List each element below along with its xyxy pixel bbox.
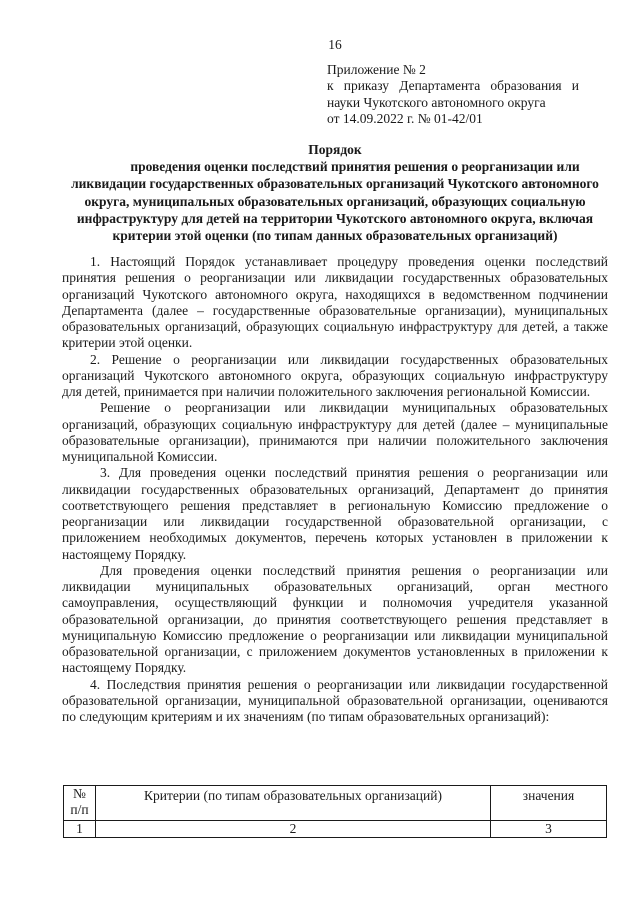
header-number-abbr: п/п — [70, 801, 89, 817]
table-cell: 2 — [96, 821, 491, 838]
paragraph-6 — [62, 677, 608, 726]
paragraph-1 — [62, 254, 608, 352]
header-values-cell: значения — [491, 786, 607, 821]
paragraph-3 — [62, 400, 608, 465]
appendix-block — [327, 62, 579, 127]
paragraph-line: 4. Последствия принятия решения о реорганизации или ликвидации государственной — [90, 676, 608, 692]
paragraph-line: реорганизации или ликвидации государственной образовательной организации, с — [62, 514, 608, 529]
paragraph-line: настоящему Порядку. — [62, 660, 187, 676]
paragraph-line: по следующим критериям и их значениям (по типам образовательных организаций): — [62, 709, 550, 724]
paragraph-line: организаций, образующих социальную инфраструктуру для детей (далее – муниципальные — [62, 416, 608, 432]
document-body — [62, 254, 608, 725]
paragraph-line: Решение о реорганизации или ликвидации муниципальных образовательных — [100, 400, 608, 416]
paragraph-4 — [62, 465, 608, 563]
appendix-date-line: от 14.09.2022 г. № 01-42/01 — [327, 110, 483, 126]
heading-line: критерии этой оценки (по типам данных образовательных организаций) — [112, 228, 558, 244]
paragraph-line: настоящему Порядку. — [62, 546, 187, 562]
paragraph-line: организаций Чукотского автономного округа, образующих социальную инфраструктуру — [62, 367, 608, 383]
paragraph-line: ликвидации муниципальных образовательных организаций, орган местного — [62, 579, 608, 594]
paragraph-line: Для проведения оценки последствий принятия решения о реорганизации или — [100, 562, 608, 578]
paragraph-line: самоуправления, осуществляющий функции и полномочия учредителя указанной — [62, 595, 608, 611]
paragraph-line: образовательной организации, муниципальной образовательной организации, оцениваются — [62, 692, 608, 708]
appendix-title: Приложение № 2 — [327, 62, 426, 77]
paragraph-5 — [62, 563, 608, 677]
paragraph-line: 2. Решение о реорганизации или ликвидации государственных образовательных — [90, 351, 608, 367]
paragraph-line: соответствующего решения представляет в региональную Комиссию предложение о — [62, 497, 608, 513]
paragraph-line: образовательной организации, с приложением документов установленных в приложении к — [62, 644, 608, 659]
paragraph-line: принятия решения о реорганизации или ликвидации государственных образовательных — [62, 270, 608, 286]
header-criteria-cell: Критерии (по типам образовательных организаций) — [96, 786, 491, 821]
paragraph-2 — [62, 352, 608, 401]
paragraph-line: 3. Для проведения оценки последствий принятия решения о реорганизации или — [100, 465, 608, 481]
paragraph-line: образовательные организации), принимаются при наличии положительного заключения — [62, 432, 608, 448]
paragraph-line: 1. Настоящий Порядок устанавливает процедуру проведения оценки последствий — [90, 254, 608, 269]
heading-line: ликвидации государственных образовательных организаций Чукотского автономного — [71, 176, 599, 192]
appendix-order-line: науки Чукотского автономного округа — [327, 94, 546, 110]
paragraph-line: Департамента (далее – государственные образовательные организации), муниципальных — [62, 302, 608, 318]
heading-line: округа, муниципальных образовательных организаций, образующих социальную — [84, 193, 586, 209]
table-cell: 1 — [64, 821, 96, 838]
paragraph-line: критерии этой оценки. — [62, 335, 193, 351]
paragraph-line: приложением необходимых документов, перечень которых установлен в приложении к — [62, 530, 608, 546]
header-number-cell — [64, 786, 96, 821]
paragraph-line: муниципальную Комиссию предложение о реорганизации или ликвидации муниципальной — [62, 627, 608, 643]
page-number: 16 — [328, 37, 342, 52]
table-header-row — [64, 786, 607, 821]
header-number-sign: № — [73, 786, 86, 801]
appendix-order-line: к приказу Департамента образования и — [327, 78, 579, 94]
heading-line: проведения оценки последствий принятия решения о реорганизации или — [130, 159, 580, 175]
paragraph-line: ликвидации государственных образовательных организаций, Департамент до принятия — [62, 481, 608, 497]
paragraph-line: образовательных организаций, образующих социальную инфраструктуру для детей, а также — [62, 319, 608, 334]
table-cell: 3 — [491, 821, 607, 838]
table-row — [64, 821, 607, 838]
paragraph-line: организаций Чукотского автономного округа, находящихся в ведомственном подчинении — [62, 286, 608, 302]
document-title: Порядок — [308, 142, 362, 157]
paragraph-line: для детей, принимается при наличии положительного заключения региональной Комиссии. — [62, 384, 591, 399]
criteria-table — [63, 785, 607, 838]
paragraph-line: образовательной организации, до принятия соответствующего решения представляет в — [62, 611, 608, 627]
heading-line: инфраструктуру для детей на территории Чукотского автономного округа, включая — [76, 210, 594, 226]
paragraph-line: муниципальной Комиссии. — [62, 449, 218, 464]
document-heading — [62, 141, 608, 244]
